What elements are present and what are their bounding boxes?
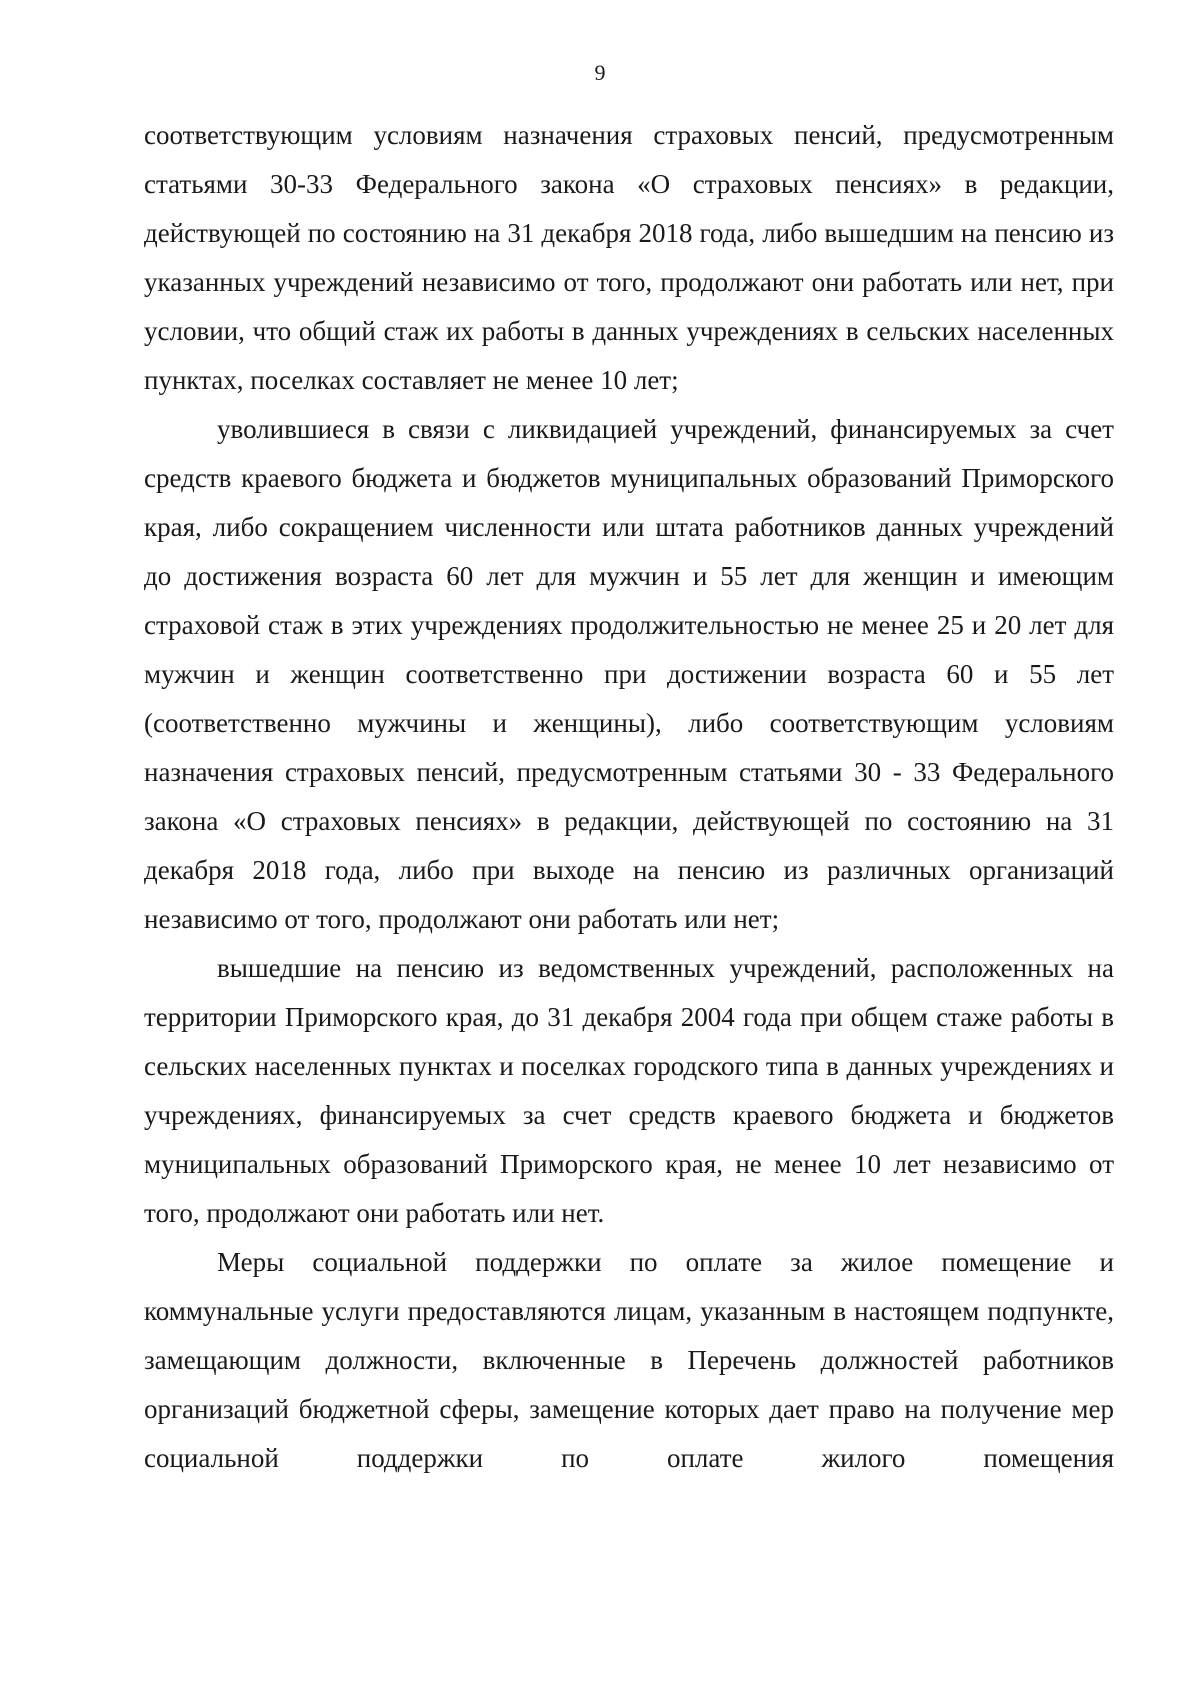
- page-number: 9: [594, 60, 606, 85]
- paragraph-departmental-retirees: вышедшие на пенсию из ведомственных учреждений, расположенных на территории Приморского края, до 31 декабря 2004 года при общем стаже работы в сельских населенных пунктах и поселках городского типа в данных учреждениях и учреждениях, финансируемых за счет средств краевого бюджета и бюджетов муниципальных образований Приморского края, не менее 10 лет независимо от того, продолжают они работать или нет.: [144, 953, 1114, 1228]
- document-body: [144, 111, 1114, 1483]
- paragraph-dismissed-employees: уволившиеся в связи с ликвидацией учреждений, финансируемых за счет средств краевого бюджета и бюджетов муниципальных образований Приморского края, либо сокращением численности или штата работников данных учреждений до достижения возраста 60 лет для мужчин и 55 лет для женщин и имеющим страховой стаж в этих учреждениях продолжительностью не менее 25 и 20 лет для мужчин и женщин соответственно при достижении возраста 60 и 55 лет (соответственно мужчины и женщины), либо соответствующим условиям назначения страховых пенсий, предусмотренным статьями 30 - 33 Федерального закона «О страховых пенсиях» в редакции, действующей по состоянию на 31 декабря 2018 года, либо при выходе на пенсию из различных организаций независимо от того, продолжают они работать или нет;: [144, 414, 1114, 934]
- paragraph-support-measures: Меры социальной поддержки по оплате за жилое помещение и коммунальные услуги предоставляются лицам, указанным в настоящем подпункте, замещающим должности, включенные в Перечень должностей работников организаций бюджетной сферы, замещение которых дает право на получение мер социальной поддержки по оплате жилого помещения: [144, 1247, 1114, 1473]
- paragraph-continuation: соответствующим условиям назначения страховых пенсий, предусмотренным статьями 30-33 Федерального закона «О страховых пенсиях» в редакции, действующей по состоянию на 31 декабря 2018 года, либо вышедшим на пенсию из указанных учреждений независимо от того, продолжают они работать или нет, при условии, что общий стаж их работы в данных учреждениях в сельских населенных пунктах, поселках составляет не менее 10 лет;: [144, 120, 1114, 395]
